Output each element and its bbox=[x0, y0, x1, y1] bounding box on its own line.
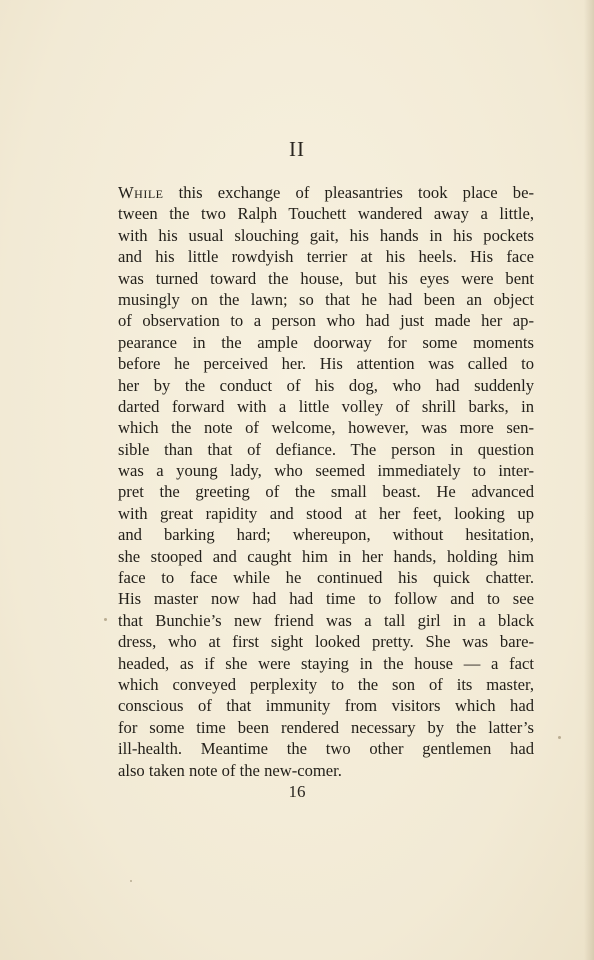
text-line: pret the greeting of the small beast. He advanced bbox=[118, 482, 534, 502]
text-line: that Bunchie’s new friend was a tall girl in a black bbox=[118, 610, 534, 630]
text-line: tween the two Ralph Touchett wandered away a little, bbox=[118, 204, 534, 224]
text-line: which conveyed perplexity to the son of its master, bbox=[118, 674, 534, 694]
text-line: sible than that of defiance. The person in question bbox=[118, 439, 534, 459]
text-line: and barking hard; whereupon, without hesitation, bbox=[118, 525, 534, 545]
chapter-number: II bbox=[289, 137, 305, 161]
text-line: face to face while he continued his quick chatter. bbox=[118, 568, 534, 588]
text-line: headed, as if she were staying in the house — a fact bbox=[118, 653, 534, 673]
text-line: she stooped and caught him in her hands, holding him bbox=[118, 546, 534, 566]
text-line: conscious of that immunity from visitors which had bbox=[118, 696, 534, 716]
text-line: His master now had had time to follow and to see bbox=[118, 589, 534, 609]
text-line: dress, who at first sight looked pretty. She was bare- bbox=[118, 632, 534, 652]
text-line: musingly on the lawn; so that he had been an object bbox=[118, 289, 534, 309]
text-line: with his usual slouching gait, his hands in his pockets bbox=[118, 225, 534, 245]
opening-word: While bbox=[118, 183, 164, 202]
body-text bbox=[118, 182, 534, 781]
text-line: darted forward with a little volley of shrill barks, in bbox=[118, 396, 534, 416]
paper-speck bbox=[104, 618, 107, 621]
text-line: with great rapidity and stood at her feet, looking up bbox=[118, 503, 534, 523]
text-line: of observation to a person who had just made her ap- bbox=[118, 311, 534, 331]
text-line: pearance in the ample doorway for some moments bbox=[118, 332, 534, 352]
text-line: before he perceived her. His attention was called to bbox=[118, 354, 534, 374]
text-line: for some time been rendered necessary by the latter’s bbox=[118, 717, 534, 737]
text-line: also taken note of the new-comer. bbox=[118, 760, 342, 780]
paper-speck bbox=[558, 736, 561, 739]
paper-speck bbox=[130, 880, 132, 882]
text-line-content: this exchange of pleasantries took place be- bbox=[163, 183, 534, 202]
page-number: 16 bbox=[288, 782, 306, 801]
text-line bbox=[118, 182, 534, 203]
text-line: was a young lady, who seemed immediately to inter- bbox=[118, 461, 534, 481]
text-line: was turned toward the house, but his eyes were bent bbox=[118, 268, 534, 288]
text-line: and his little rowdyish terrier at his heels. His face bbox=[118, 247, 534, 267]
text-line: ill-health. Meantime the two other gentlemen had bbox=[118, 739, 534, 759]
text-line: her by the conduct of his dog, who had suddenly bbox=[118, 375, 534, 395]
text-line: which the note of welcome, however, was more sen- bbox=[118, 418, 534, 438]
